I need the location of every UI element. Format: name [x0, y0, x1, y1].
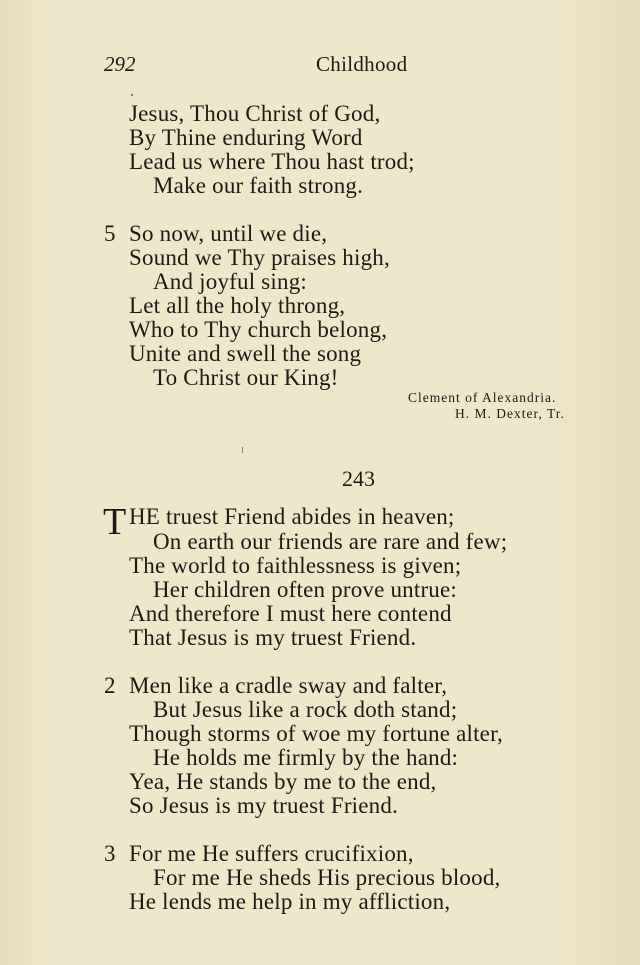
- translator-attribution: H. M. Dexter, Tr.: [455, 406, 565, 421]
- verse-line: The world to faithlessness is given;: [129, 553, 462, 578]
- verse-line: So Jesus is my truest Friend.: [129, 793, 399, 818]
- verse-line: For me He suffers crucifixion,: [129, 841, 414, 866]
- verse-line: Men like a cradle sway and falter,: [129, 673, 448, 698]
- stanza-number: 3: [104, 841, 116, 866]
- verse-line: Lead us where Thou hast trod;: [129, 149, 415, 174]
- margin-mark: [131, 94, 133, 96]
- verse-line: On earth our friends are rare and few;: [153, 529, 508, 554]
- verse-line: He holds me firmly by the hand:: [153, 745, 459, 770]
- verse-line: Make our faith strong.: [153, 173, 364, 198]
- verse-line: But Jesus like a rock doth stand;: [153, 697, 458, 722]
- drop-cap: T: [103, 501, 127, 543]
- verse-line: Sound we Thy praises high,: [129, 245, 390, 270]
- verse-line: That Jesus is my truest Friend.: [129, 625, 417, 650]
- verse-line: Let all the holy throng,: [129, 293, 346, 318]
- stanza-number: 5: [104, 221, 116, 246]
- verse-line: Her children often prove untrue:: [153, 577, 458, 602]
- verse-line: By Thine enduring Word: [129, 125, 363, 150]
- verse-line: And joyful sing:: [153, 269, 307, 294]
- verse-line: So now, until we die,: [129, 221, 328, 246]
- stanza-number: 2: [104, 673, 116, 698]
- verse-line: He lends me help in my affliction,: [129, 889, 451, 914]
- verse-line: For me He sheds His precious blood,: [153, 865, 501, 890]
- verse-line: Though storms of woe my fortune alter,: [129, 721, 503, 746]
- verse-line: HE truest Friend abides in heaven;: [129, 504, 455, 529]
- verse-line: And therefore I must here contend: [129, 601, 452, 626]
- verse-line: Who to Thy church belong,: [129, 317, 388, 342]
- verse-line: Jesus, Thou Christ of God,: [129, 101, 381, 126]
- verse-line: Yea, He stands by me to the end,: [129, 769, 437, 794]
- section-title: Childhood: [316, 52, 408, 76]
- verse-line: To Christ our King!: [153, 365, 339, 390]
- page-number: 292: [104, 52, 136, 76]
- verse-line: Unite and swell the song: [129, 341, 362, 366]
- hymn-number: 243: [342, 466, 375, 491]
- author-attribution: Clement of Alexandria.: [408, 390, 557, 405]
- margin-mark: [242, 447, 243, 453]
